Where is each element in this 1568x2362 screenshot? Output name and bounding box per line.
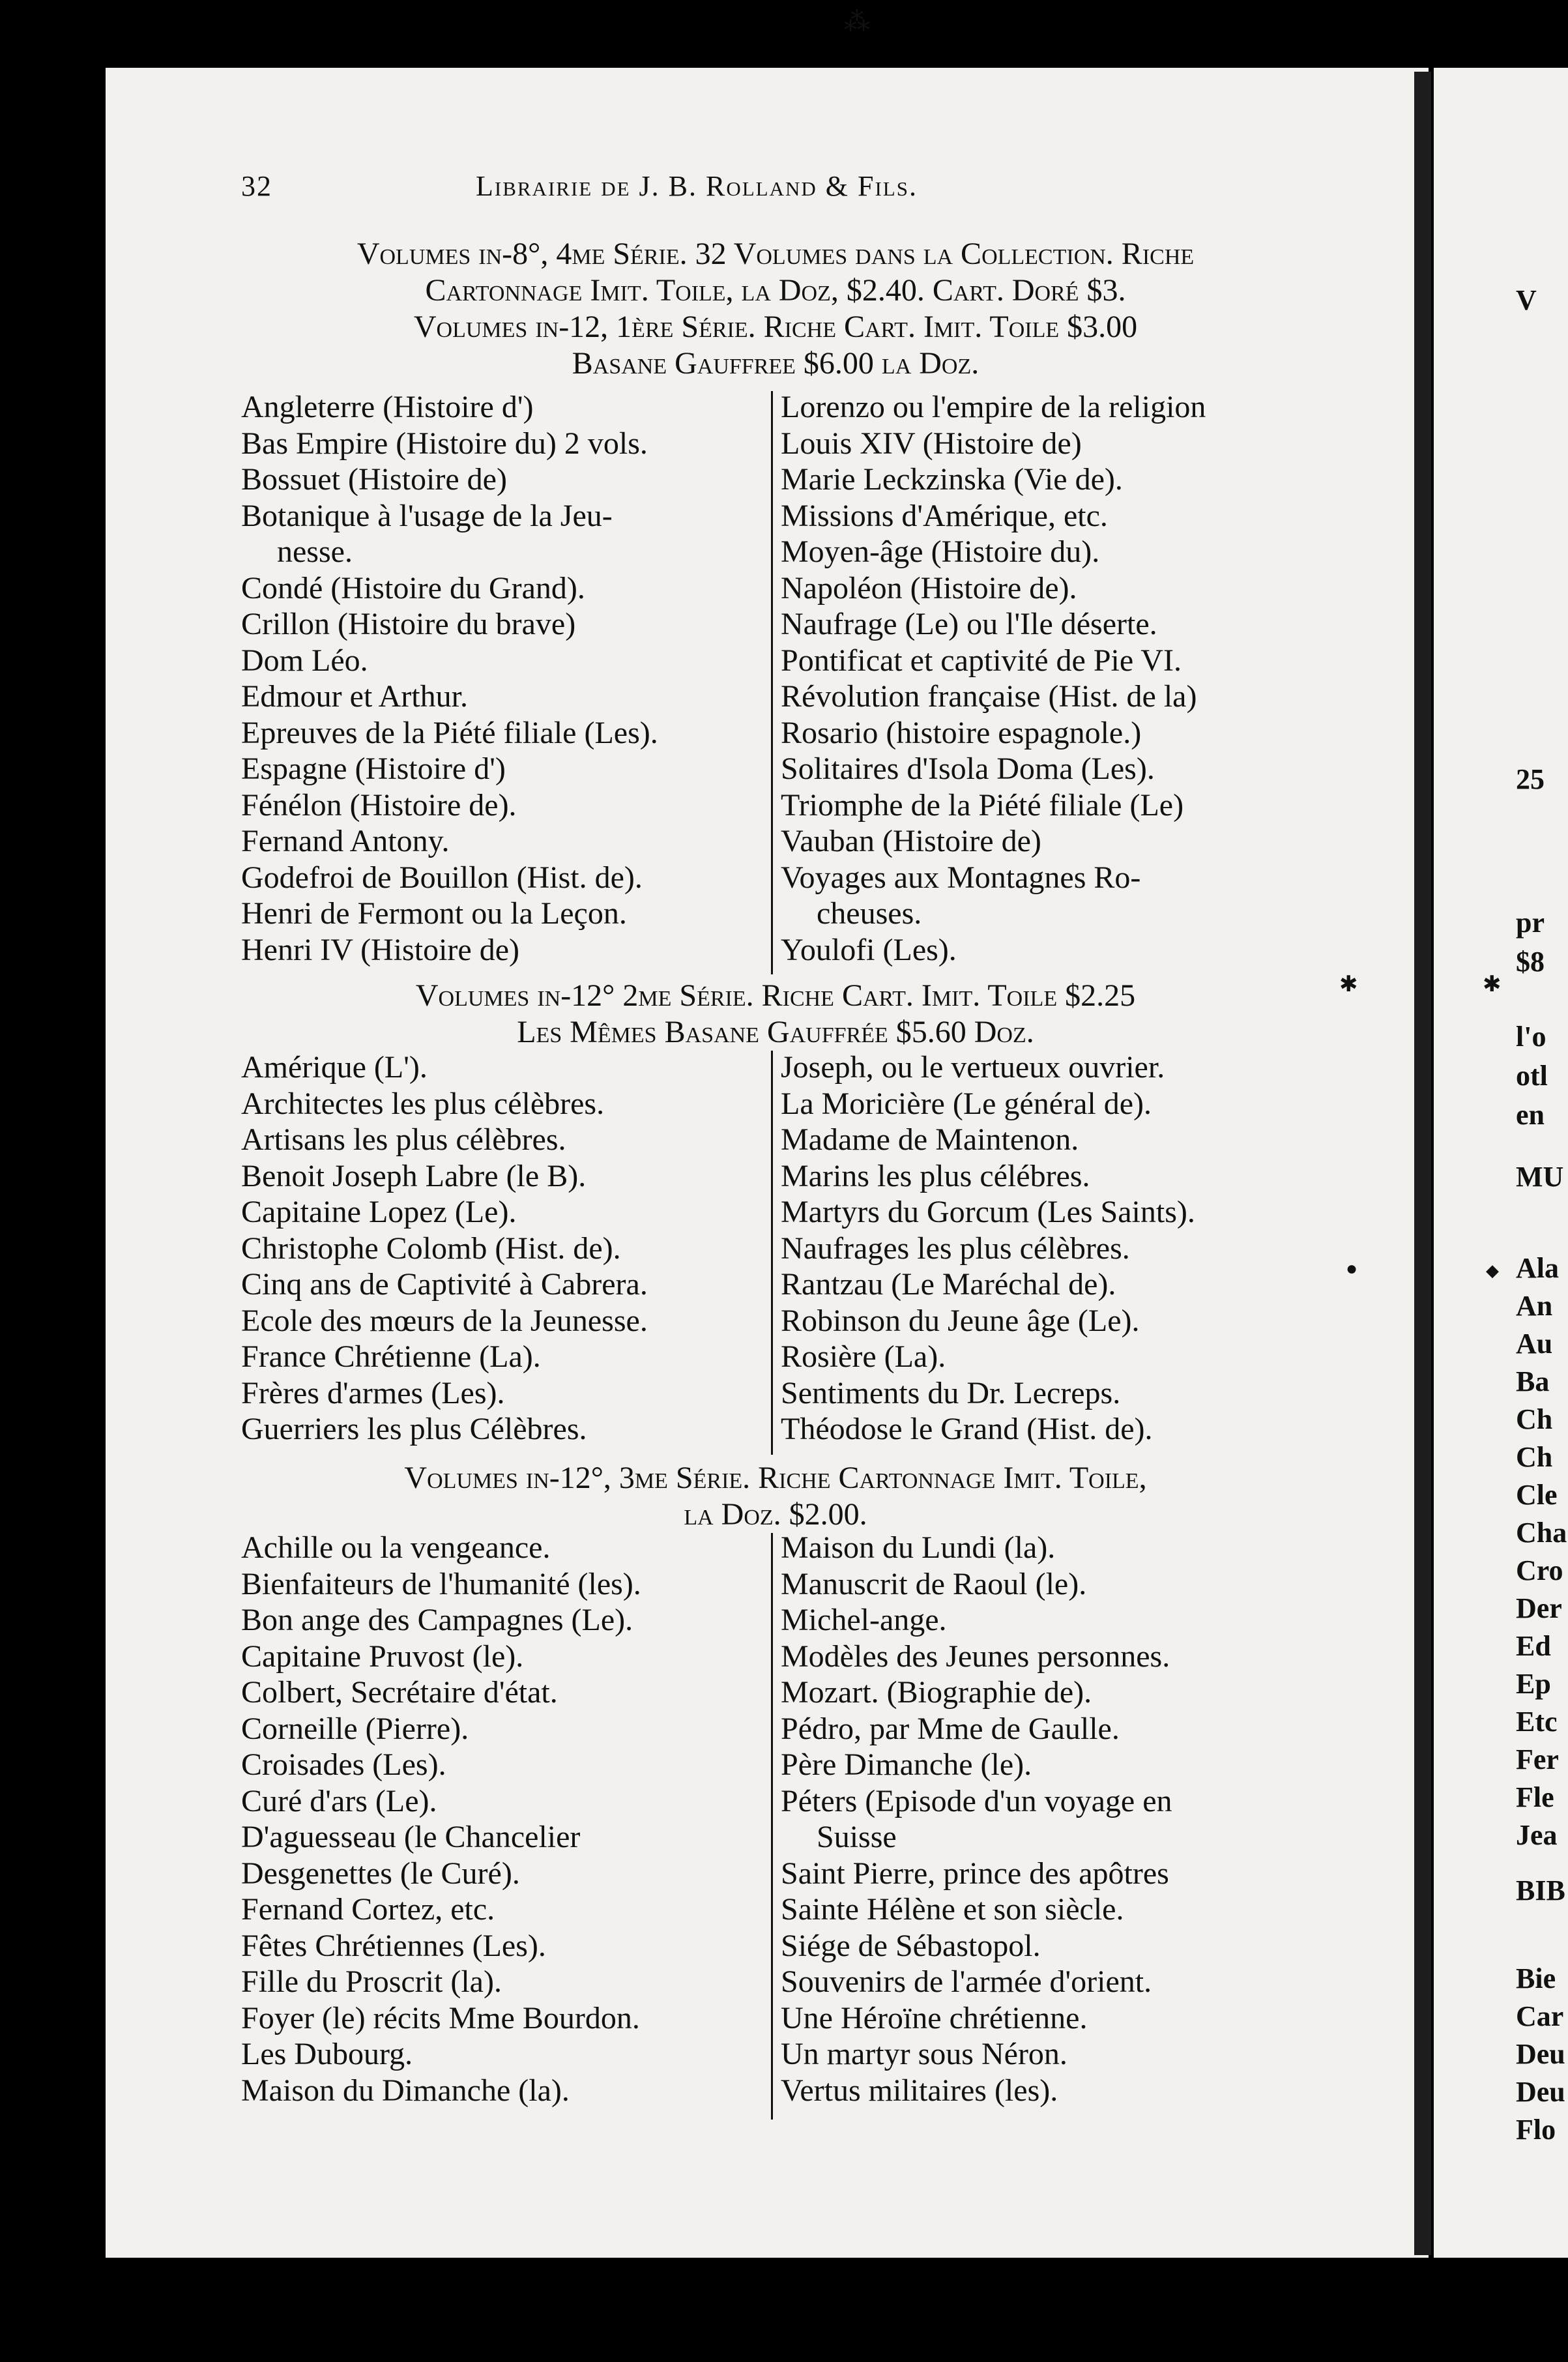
section-3-heading <box>241 1460 1310 1533</box>
fragment: Ch <box>1516 1403 1553 1435</box>
section-3-heading-line-2: la Doz. $2.00. <box>684 1497 867 1532</box>
section-1-heading-line-1: Volumes in-8°, 4me Série. 32 Volumes dans la Collection. Riche <box>356 237 1195 271</box>
fragment: Ep <box>1516 1668 1551 1700</box>
section-2-heading-line-1: Volumes in-12° 2me Série. Riche Cart. Imit. Toile $2.25 <box>415 978 1136 1013</box>
list-item: Pontificat et captivité de Pie VI. <box>781 643 1182 678</box>
list-item: Naufrage (Le) ou l'Ile déserte. <box>781 607 1157 641</box>
list-item: Louis XIV (Histoire de) <box>781 426 1082 461</box>
list-item: France Chrétienne (La). <box>241 1339 541 1374</box>
list-item: Moyen-âge (Histoire du). <box>781 534 1100 569</box>
list-item: Artisans les plus célèbres. <box>241 1122 566 1157</box>
section-1-heading-line-2: Cartonnage Imit. Toile, la Doz, $2.40. Cart. Doré $3. <box>425 273 1126 308</box>
fragment: l'o <box>1516 1021 1546 1053</box>
list-item: Bas Empire (Histoire du) 2 vols. <box>241 426 648 461</box>
list-item: Vertus militaires (les). <box>781 2073 1058 2108</box>
list-item: Maison du Lundi (la). <box>781 1530 1056 1565</box>
fragment: Au <box>1516 1328 1553 1360</box>
list-item: Frères d'armes (Les). <box>241 1375 505 1410</box>
fragment: Ba <box>1516 1365 1550 1397</box>
fragment: Cha <box>1516 1517 1567 1549</box>
fragment: Car <box>1516 2000 1564 2032</box>
fragment: Etc <box>1516 1706 1558 1738</box>
list-item: Botanique à l'usage de la Jeu- <box>241 498 613 533</box>
fragment: Ch <box>1516 1441 1553 1473</box>
list-item: Madame de Maintenon. <box>781 1122 1079 1157</box>
section-1-right-column <box>781 389 1206 968</box>
list-item: Capitaine Pruvost (le). <box>241 1639 524 1674</box>
list-item: Ecole des mœurs de la Jeunesse. <box>241 1303 648 1338</box>
list-item: Missions d'Amérique, etc. <box>781 498 1108 533</box>
fragment: Bie <box>1516 1962 1556 1994</box>
list-item: Rosière (La). <box>781 1339 946 1374</box>
column-rule <box>771 391 773 974</box>
list-item: Voyages aux Montagnes Ro- <box>781 860 1141 895</box>
list-item: Marie Leckzinska (Vie de). <box>781 462 1123 497</box>
list-item: Architectes les plus célèbres. <box>241 1086 605 1121</box>
column-rule <box>771 1051 773 1455</box>
list-item: Guerriers les plus Célèbres. <box>241 1412 587 1446</box>
section-2-left-column <box>241 1049 648 1448</box>
fragment: MU <box>1516 1161 1564 1193</box>
fragment: BIB <box>1516 1874 1565 1906</box>
list-item: Bon ange des Campagnes (Le). <box>241 1603 633 1637</box>
list-item: Robinson du Jeune âge (Le). <box>781 1303 1140 1338</box>
fragment: Ala <box>1516 1252 1559 1284</box>
list-item: Fernand Antony. <box>241 824 450 858</box>
list-item: Sentiments du Dr. Lecreps. <box>781 1375 1121 1410</box>
list-item: Crillon (Histoire du brave) <box>241 607 576 641</box>
column-rule <box>771 1533 773 2120</box>
fragment: otl <box>1516 1060 1548 1092</box>
fragment: Deu <box>1516 2038 1565 2070</box>
list-item: Desgenettes (le Curé). <box>241 1856 520 1891</box>
section-1-heading-line-4: Basane Gauffree $6.00 la Doz. <box>572 346 980 381</box>
list-item: Curé d'ars (Le). <box>241 1783 437 1818</box>
list-item: Bienfaiteurs de l'humanité (les). <box>241 1566 641 1601</box>
section-1-heading <box>241 236 1310 382</box>
list-item: Capitaine Lopez (Le). <box>241 1195 517 1229</box>
list-item: Sainte Hélène et son siècle. <box>781 1892 1124 1927</box>
list-item: Père Dimanche (le). <box>781 1747 1032 1782</box>
list-item: Marins les plus célébres. <box>781 1158 1090 1193</box>
running-title: Librairie de J. B. Rolland & Fils. <box>476 170 918 202</box>
speck-mark: ◆ <box>1486 1261 1499 1280</box>
section-3-right-column <box>781 1530 1172 2108</box>
list-item: Saint Pierre, prince des apôtres <box>781 1856 1169 1891</box>
list-item: Fille du Proscrit (la). <box>241 1964 502 1999</box>
speck-mark: ⁂ <box>844 7 870 36</box>
fragment: Deu <box>1516 2076 1565 2108</box>
fragment: Flo <box>1516 2114 1556 2146</box>
list-item: Fêtes Chrétiennes (Les). <box>241 1928 546 1963</box>
list-item: Solitaires d'Isola Doma (Les). <box>781 751 1155 786</box>
list-item: Pédro, par Mme de Gaulle. <box>781 1711 1120 1746</box>
speck-mark: ✱ <box>1339 972 1358 997</box>
list-item: Rosario (histoire espagnole.) <box>781 715 1142 750</box>
list-item: Amérique (L'). <box>241 1050 428 1085</box>
list-item: cheuses. <box>817 896 922 931</box>
list-item: Youlofi (Les). <box>781 932 957 967</box>
list-item: Siége de Sébastopol. <box>781 1928 1041 1963</box>
list-item: Bossuet (Histoire de) <box>241 462 507 497</box>
speck-mark: ● <box>1346 1258 1358 1279</box>
fragment: pr <box>1516 907 1545 939</box>
fragment: Ed <box>1516 1630 1551 1662</box>
list-item: Vauban (Histoire de) <box>781 824 1041 858</box>
list-item: Napoléon (Histoire de). <box>781 570 1077 605</box>
page-number: 32 <box>241 170 272 202</box>
fragment: Cle <box>1516 1479 1558 1511</box>
list-item: Mozart. (Biographie de). <box>781 1675 1092 1710</box>
section-3-heading-line-1: Volumes in-12°, 3me Série. Riche Cartonnage Imit. Toile, <box>404 1461 1147 1495</box>
list-item: Henri de Fermont ou la Leçon. <box>241 896 627 931</box>
fragment: 25 <box>1516 763 1545 795</box>
list-item: Les Dubourg. <box>241 2037 413 2071</box>
list-item: Epreuves de la Piété filiale (Les). <box>241 715 658 750</box>
list-item: La Moricière (Le général de). <box>781 1086 1152 1121</box>
list-item: Joseph, ou le vertueux ouvrier. <box>781 1050 1165 1085</box>
list-item: Triomphe de la Piété filiale (Le) <box>781 787 1184 823</box>
list-item: Cinq ans de Captivité à Cabrera. <box>241 1267 648 1302</box>
list-item: Souvenirs de l'armée d'orient. <box>781 1964 1152 1999</box>
list-item: D'aguesseau (le Chancelier <box>241 1820 581 1854</box>
fragment: en <box>1516 1099 1545 1131</box>
list-item: Foyer (le) récits Mme Bourdon. <box>241 2000 640 2035</box>
list-item: Edmour et Arthur. <box>241 679 468 714</box>
list-item: Michel-ange. <box>781 1603 947 1637</box>
list-item: Corneille (Pierre). <box>241 1711 469 1746</box>
list-item: Naufrages les plus célèbres. <box>781 1231 1130 1266</box>
section-2-right-column <box>781 1049 1195 1448</box>
list-item: Péters (Episode d'un voyage en <box>781 1783 1172 1818</box>
list-item: Godefroi de Bouillon (Hist. de). <box>241 860 643 895</box>
list-item: Colbert, Secrétaire d'état. <box>241 1675 558 1710</box>
list-item: nesse. <box>277 534 353 569</box>
list-item: Henri IV (Histoire de) <box>241 932 519 967</box>
list-item: Dom Léo. <box>241 643 368 678</box>
list-item: Rantzau (Le Maréchal de). <box>781 1267 1116 1302</box>
fragment: Fer <box>1516 1743 1559 1775</box>
list-item: Fénélon (Histoire de). <box>241 787 517 823</box>
list-item: Un martyr sous Néron. <box>781 2037 1067 2071</box>
list-item: Modèles des Jeunes personnes. <box>781 1639 1170 1674</box>
list-item: Manuscrit de Raoul (le). <box>781 1566 1087 1601</box>
list-item: Achille ou la vengeance. <box>241 1530 551 1565</box>
fragment: $8 <box>1516 946 1545 978</box>
fragment: An <box>1516 1290 1553 1322</box>
section-3-left-column <box>241 1530 641 2108</box>
list-item: Condé (Histoire du Grand). <box>241 570 585 605</box>
list-item: Maison du Dimanche (la). <box>241 2073 570 2108</box>
list-item: Théodose le Grand (Hist. de). <box>781 1412 1153 1446</box>
section-1-left-column <box>241 389 658 968</box>
list-item: Christophe Colomb (Hist. de). <box>241 1231 621 1266</box>
list-item: Révolution française (Hist. de la) <box>781 679 1197 714</box>
list-item: Angleterre (Histoire d') <box>241 390 534 424</box>
list-item: Une Héroïne chrétienne. <box>781 2000 1088 2035</box>
list-item: Martyrs du Gorcum (Les Saints). <box>781 1195 1195 1229</box>
list-item: Suisse <box>817 1820 897 1854</box>
list-item: Lorenzo ou l'empire de la religion <box>781 390 1206 424</box>
book-gutter <box>1414 72 1431 2255</box>
fragment: Jea <box>1516 1819 1558 1851</box>
fragment: V <box>1516 284 1537 316</box>
speck-mark: ✱ <box>1483 972 1502 997</box>
fragment: Fle <box>1516 1781 1554 1813</box>
list-item: Benoit Joseph Labre (le B). <box>241 1158 587 1193</box>
fragment: Der <box>1516 1592 1562 1624</box>
list-item: Croisades (Les). <box>241 1747 446 1782</box>
list-item: Espagne (Histoire d') <box>241 751 506 786</box>
list-item: Fernand Cortez, etc. <box>241 1892 495 1927</box>
section-2-heading-line-2: Les Mêmes Basane Gauffrée $5.60 Doz. <box>517 1015 1034 1049</box>
fragment: Cro <box>1516 1554 1563 1586</box>
section-1-heading-line-3: Volumes in-12, 1ère Série. Riche Cart. Imit. Toile $3.00 <box>413 310 1138 344</box>
section-2-heading <box>241 978 1310 1051</box>
